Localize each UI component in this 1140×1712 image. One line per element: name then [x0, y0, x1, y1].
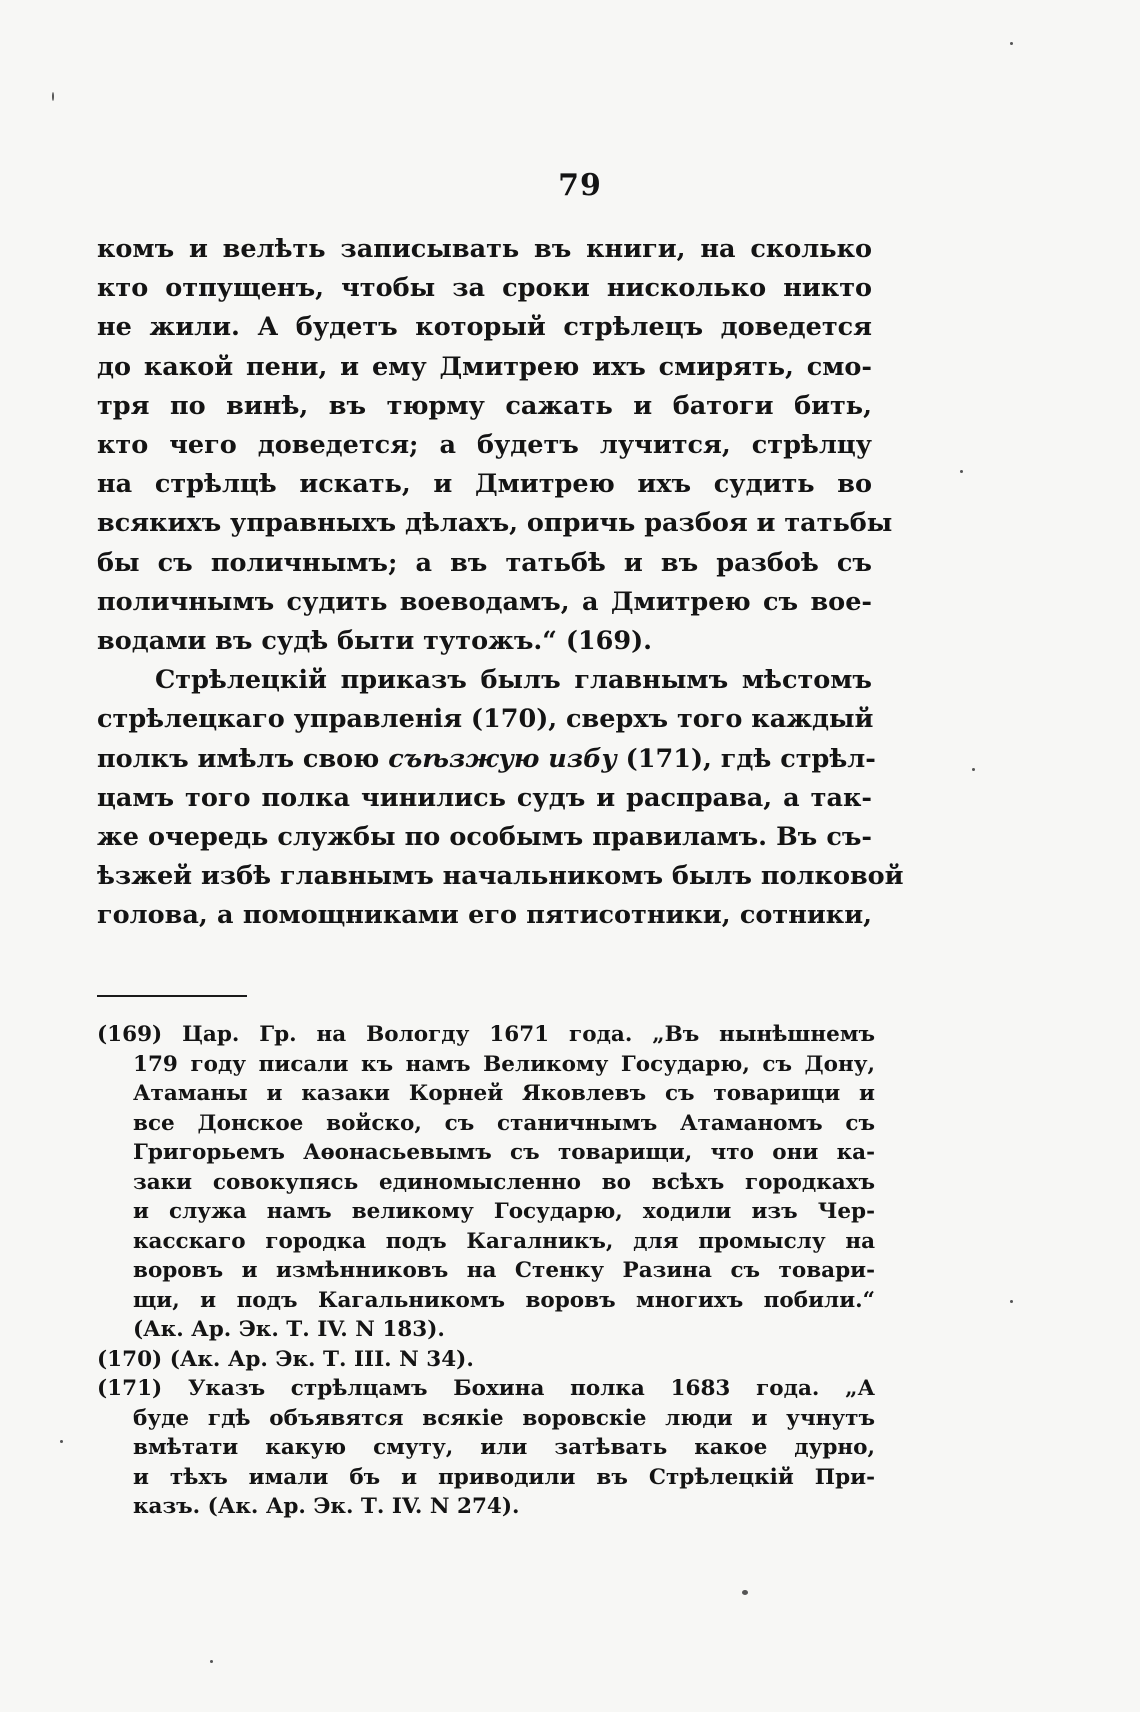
footnote-line: все Донское войско, съ станичнымъ Атаманомъ съ	[133, 1110, 875, 1136]
text-line: Стрѣлецкій приказъ былъ главнымъ мѣстомъ	[155, 665, 872, 696]
text-line: бы съ поличнымъ; а въ татьбѣ и въ разбоѣ съ	[97, 547, 872, 578]
speck	[1010, 1300, 1013, 1303]
footnote-line: воровъ и измѣнниковъ на Стенку Разина съ товари-	[133, 1258, 875, 1283]
footnotes	[97, 1020, 875, 1522]
text-line-with-italic	[97, 740, 876, 779]
text-segment: (171), гдѣ стрѣл-	[625, 743, 876, 774]
text-line: ѣзжей избѣ главнымъ начальникомъ былъ полковой	[97, 861, 904, 892]
text-line: же очередь службы по особымъ правиламъ. Въ съ-	[97, 822, 872, 853]
text-line: цамъ того полка чинились судъ и расправа, а так-	[97, 782, 872, 813]
footnote-line: 179 году писали къ намъ Великому Государю, съ Дону,	[133, 1051, 875, 1077]
text-line: кто чего доведется; а будетъ лучится, стрѣлцу	[97, 430, 872, 461]
text-line: водами въ судѣ быти тутожъ.“ (169).	[97, 626, 653, 657]
footnote-line: (171) Указъ стрѣлцамъ Бохина полка 1683 года. „А	[97, 1376, 875, 1401]
footnote-line: казъ. (Ак. Ар. Эк. Т. IV. N 274).	[133, 1494, 520, 1519]
text-line: до какой пени, и ему Дмитрею ихъ смирять, смо-	[97, 351, 872, 382]
footnote-line: (Ак. Ар. Эк. Т. IV. N 183).	[133, 1317, 445, 1342]
footnote-line: щи, и подъ Кагальникомъ воровъ многихъ побили.“	[133, 1287, 875, 1313]
footnote-line: заки совокупясь единомысленно во всѣхъ городкахъ	[133, 1169, 875, 1195]
footnote-line: вмѣтати какую смуту, или затѣвать какое дурно,	[133, 1435, 875, 1460]
footnote-170	[97, 1345, 875, 1375]
footnote-line: и служа намъ великому Государю, ходили изъ Чер-	[133, 1199, 875, 1224]
speck	[742, 1590, 748, 1595]
footnote-line: Григорьемъ Аѳонасьевымъ съ товарищи, что они ка-	[133, 1140, 875, 1165]
speck	[1010, 42, 1013, 45]
speck	[210, 1660, 213, 1663]
speck	[60, 1440, 63, 1443]
text-line: поличнымъ судить воеводамъ, а Дмитрею съ вое-	[97, 586, 872, 617]
footnote-line: (169) Цар. Гр. на Вологду 1671 года. „Въ нынѣшнемъ	[97, 1022, 875, 1047]
footnote-line: буде гдѣ объявятся всякіе воровскіе люди и учнутъ	[133, 1405, 875, 1431]
main-text	[97, 230, 904, 936]
text-line: голова, а помощниками его пятисотники, сотники,	[97, 900, 872, 931]
footnote-169	[97, 1020, 875, 1345]
text-segment: полкъ имѣлъ свою	[97, 743, 380, 774]
speck	[52, 92, 54, 101]
text-line: стрѣлецкаго управленія (170), сверхъ того каждый	[97, 704, 874, 735]
footnote-171	[97, 1374, 875, 1522]
text-line: тря по винѣ, въ тюрму сажать и батоги бить,	[97, 390, 872, 421]
text-line: на стрѣлцѣ искать, и Дмитрею ихъ судить во	[97, 469, 872, 500]
footnote-line: (170) (Ак. Ар. Эк. Т. III. N 34).	[97, 1346, 474, 1372]
text-line: кто отпущенъ, чтобы за сроки нисколько никто	[97, 273, 872, 304]
footnote-divider	[97, 995, 247, 997]
footnote-line: и тѣхъ имали бъ и приводили въ Стрѣлецкій При-	[133, 1464, 875, 1490]
footnote-line: касскаго городка подъ Кагалникъ, для промыслу на	[133, 1228, 875, 1254]
footnote-line: Атаманы и казаки Корней Яковлевъ съ товарищи и	[133, 1081, 875, 1106]
speck	[960, 470, 963, 473]
text-line: комъ и велѣть записывать въ книги, на сколько	[97, 234, 872, 264]
text-line: всякихъ управныхъ дѣлахъ, опричь разбоя и татьбы	[97, 508, 893, 539]
text-line: не жили. А будетъ который стрѣлецъ доведется	[97, 312, 872, 343]
page-number: 79	[558, 168, 602, 203]
italic-term: съѣзжую избу	[388, 743, 617, 774]
speck	[972, 768, 975, 771]
